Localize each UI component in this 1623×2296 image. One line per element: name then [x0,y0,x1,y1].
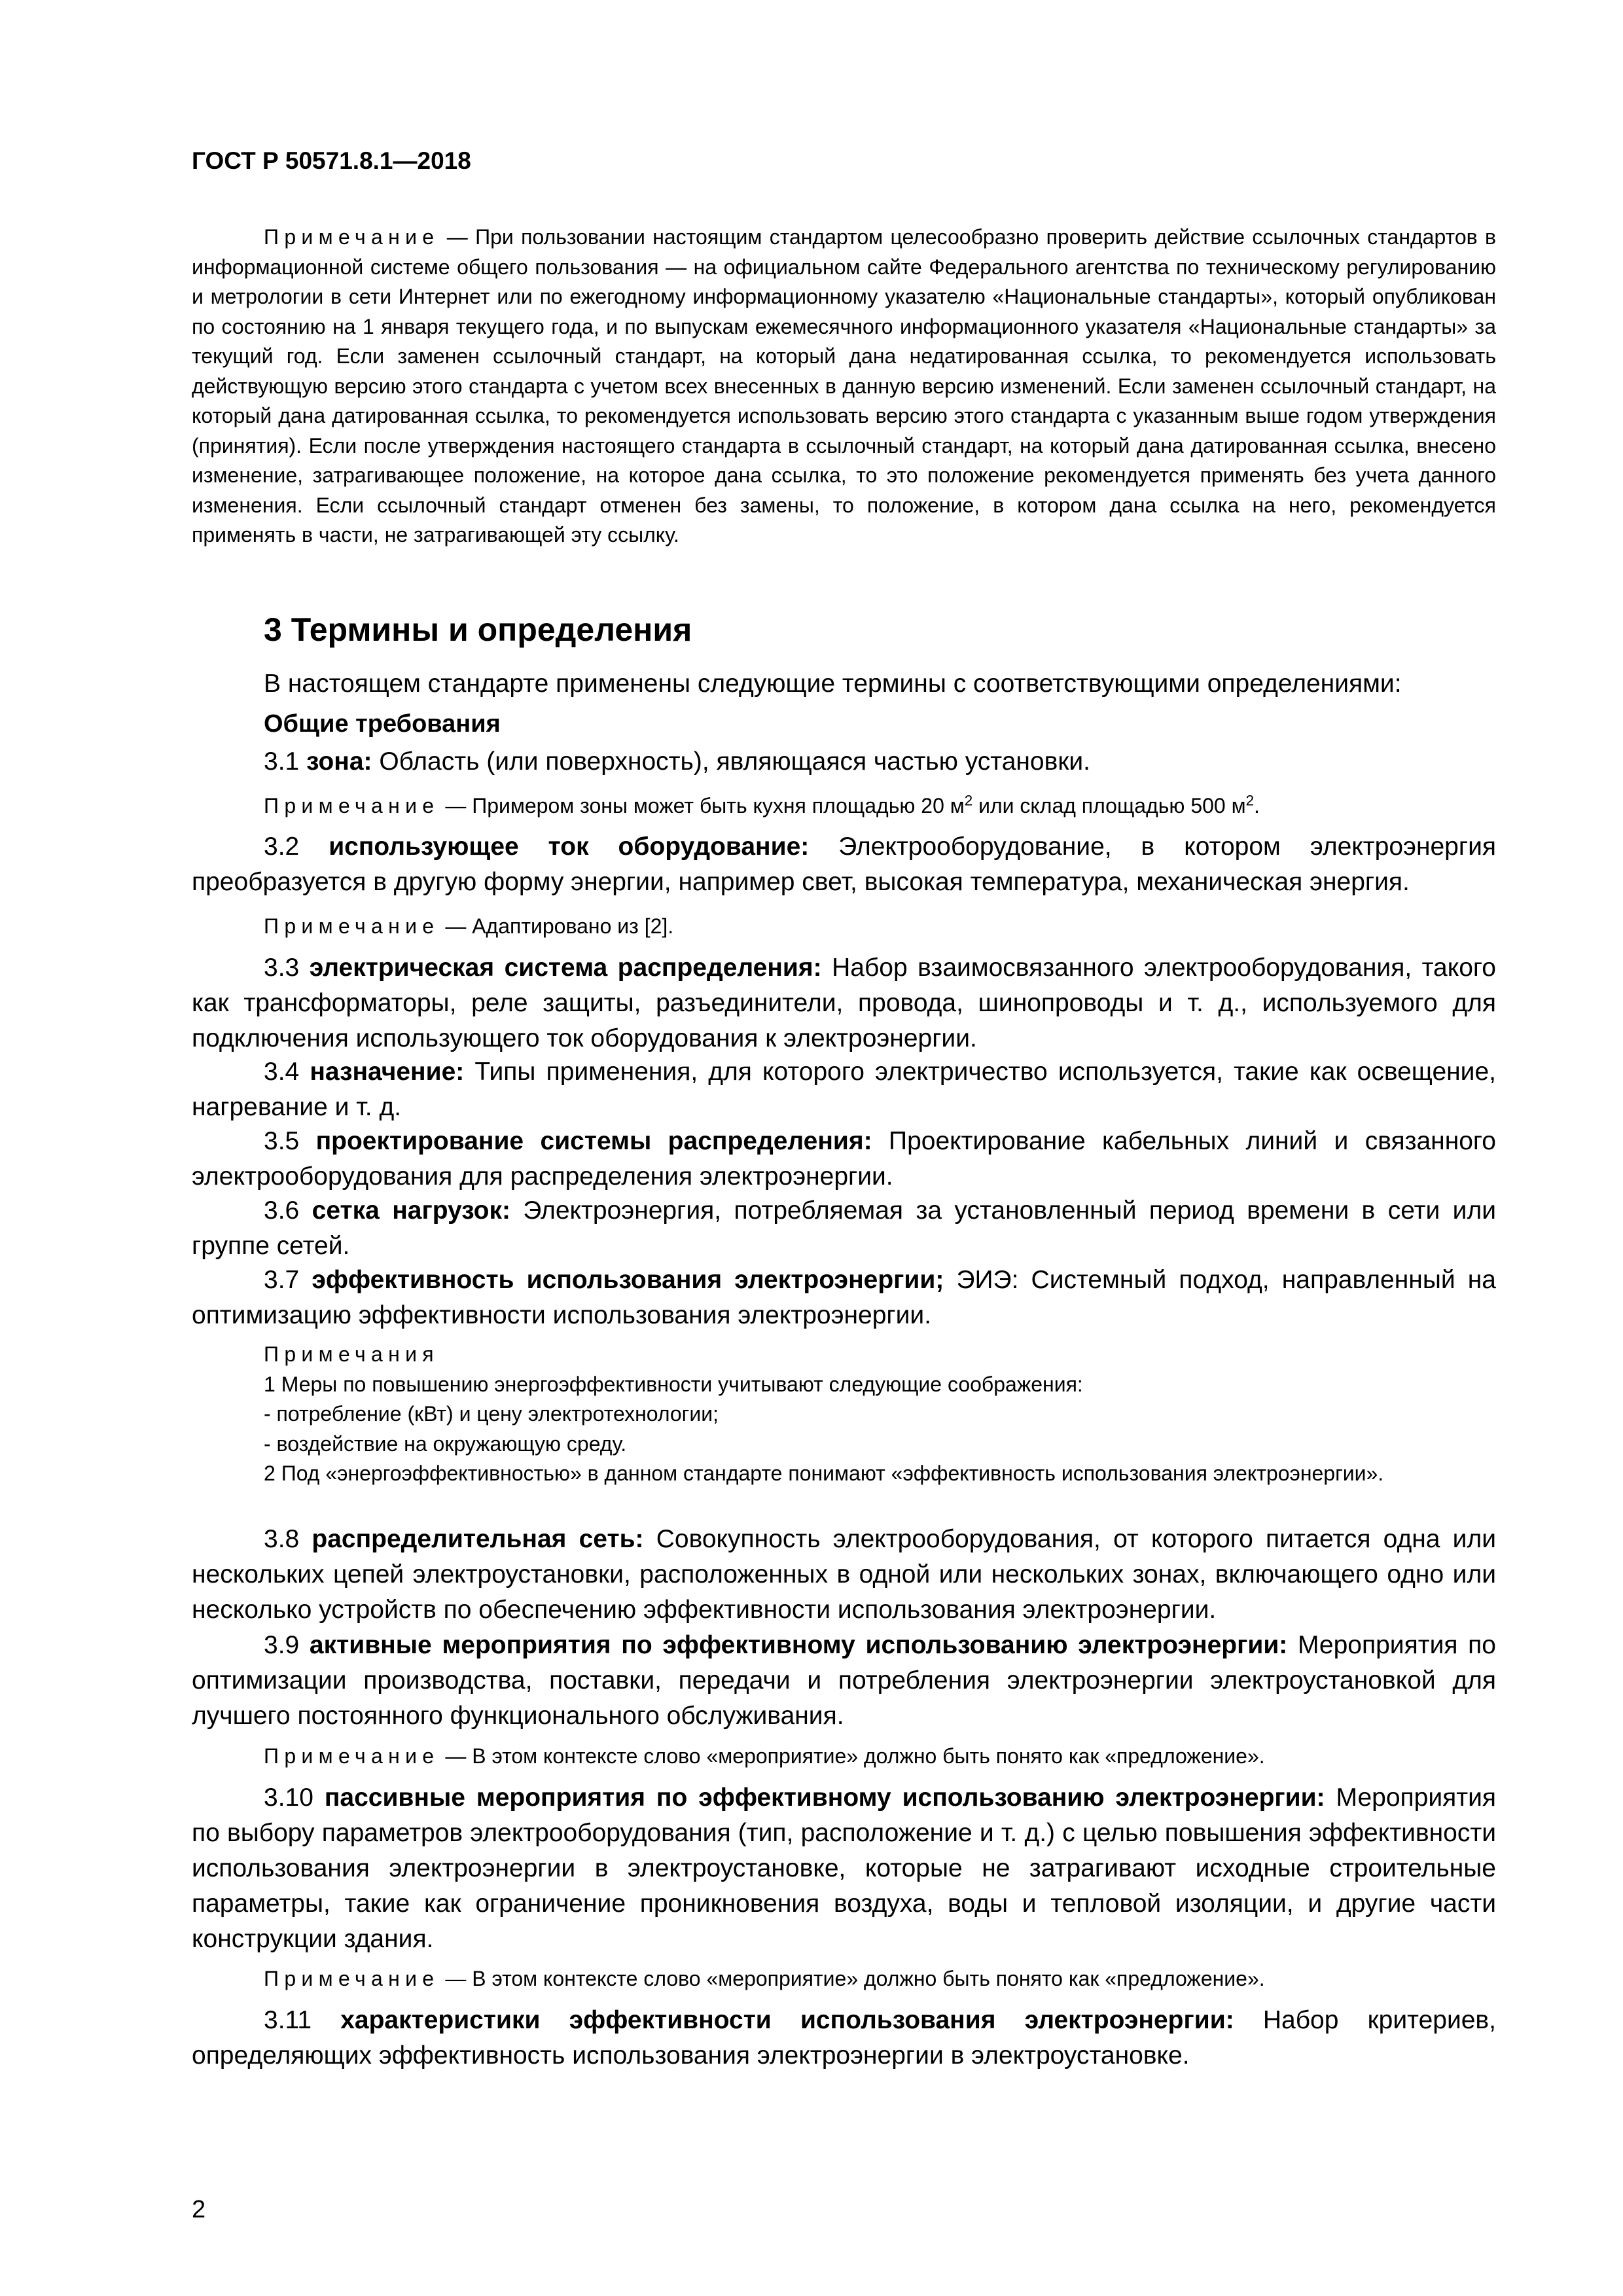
term-3-6 [192,1193,1496,1264]
document-header-id: ГОСТ Р 50571.8.1—2018 [192,147,471,174]
term-name: электрическая система распределения: [309,954,822,982]
term-name: характеристики эффективности использования электроэнергии: [340,2006,1234,2034]
subheading-general: Общие требования [264,710,501,738]
note-3-1 [192,788,1568,823]
term-number: 3.5 [264,1127,316,1155]
page-number: 2 [192,2196,206,2223]
section-intro: В настоящем стандарте применены следующие термины с соответствующими определениями: [264,670,1402,698]
note-label: Примечание [264,794,440,817]
term-definition: Мероприятия по выбору параметров электрооборудования (тип, расположение и т. д.) с целью повышения эффективности использования электроэнергии в электроустановке, которые не затрагивают исходные строительные параметры, такие как ограничение проникновения воздуха, воды и тепловой изоляции, и другие части конструкции здания. [192,1784,1496,1953]
term-name: эффективность использования электроэнергии; [312,1266,944,1294]
notes-3-7 [192,1340,1496,1489]
term-number: 3.2 [264,833,329,861]
term-number: 3.1 [264,747,307,776]
term-name: использующее ток оборудование: [329,833,810,861]
term-3-4 [192,1054,1496,1125]
note-3-9 [192,1738,1568,1774]
note-text: — В этом контексте слово «мероприятие» должно быть понято как «предложение». [439,1744,1265,1768]
term-3-7 [192,1263,1496,1333]
superscript: 2 [964,792,973,809]
section-title: 3 Термины и определения [264,611,692,648]
note-3-2 [192,908,1568,944]
note-3-10 [192,1961,1568,1996]
note-line: - потребление (кВт) и цену электротехнологии; [264,1402,719,1426]
note-line: 2 Под «энергоэффективностью» в данном стандарте понимают «эффективность использования электроэнергии». [264,1462,1384,1485]
term-definition: Мероприятия по оптимизации производства, поставки, передачи и потребления электроэнергии электроустановкой для лучшего постоянного функционального обслуживания. [192,1631,1496,1730]
note-label: Примечание [264,1967,440,1990]
note-line: 1 Меры по повышению энергоэффективности учитывают следующие соображения: [264,1372,1083,1396]
term-definition: Электроэнергия, потребляемая за установленный период времени в сети или группе сетей. [192,1196,1496,1260]
term-definition: Область (или поверхность), являющаяся частью установки. [372,747,1091,776]
note-label: Примечание [264,914,440,938]
note-line: - воздействие на окружающую среду. [264,1431,627,1456]
note-text: — При пользовании настоящим стандартом целесообразно проверить действие ссылочных стандартов в информационной системе общего пользования — на официальном сайте Федерального агентства по техническому регулированию и метрологии в сети Интернет или по ежегодному информационному указателю «Национальные стандарты», который опубликован по состоянию на 1 января текущего года, и по выпускам ежемесячного информационного указателя «Национальные стандарты» за текущий год. Если заменен ссылочный стандарт, на который дана недатированная ссылка, то рекомендуется использовать действующую версию этого стандарта с учетом всех внесенных в данную версию изменений. Если заменен ссылочный стандарт, на который дана датированная ссылка, то рекомендуется использовать версию этого стандарта с указанным выше годом утверждения (принятия). Если после утверждения настоящего стандарта в ссылочный стандарт, на который дана датированная ссылка, внесено изменение, затрагивающее положение, на которое дана ссылка, то это положение рекомендуется применять без учета данного изменения. Если ссылочный стандарт отменен без замены, то положение, в котором дана ссылка на него, рекомендуется применять в части, не затрагивающей эту ссылку. [192,225,1496,547]
intro-note [192,223,1496,550]
term-3-9 [192,1628,1496,1734]
term-3-5 [192,1124,1496,1194]
term-number: 3.11 [264,2006,341,2034]
term-name: пассивные мероприятия по эффективному использованию электроэнергии: [324,1784,1325,1812]
term-number: 3.6 [264,1196,312,1225]
note-text: — В этом контексте слово «мероприятие» должно быть понято как «предложение». [439,1967,1265,1990]
note-text: . [1254,794,1260,817]
term-3-11 [192,2003,1496,2073]
term-3-2 [192,829,1496,900]
term-number: 3.3 [264,954,310,982]
term-definition: Набор взаимосвязанного электрооборудования, такого как трансформаторы, реле защиты, разъединители, провода, шинопроводы и т. д., используемого для подключения использующего ток оборудования к электроэнергии. [192,954,1496,1052]
term-3-8 [192,1522,1496,1628]
note-text: — Примером зоны может быть кухня площадью 20 м [439,794,965,817]
term-3-10 [192,1780,1496,1957]
term-definition: Электрооборудование, в котором электроэнергия преобразуется в другую форму энергии, например свет, высокая температура, механическая энергия. [192,833,1497,896]
term-name: активные мероприятия по эффективному использованию электроэнергии: [309,1631,1288,1659]
term-number: 3.9 [264,1631,310,1659]
term-definition: Совокупность электрооборудования, от которого питается одна или нескольких цепей электроустановки, расположенных в одной или нескольких зонах, включающего одно или несколько устройств по обеспечению эффективности использования электроэнергии. [192,1525,1496,1624]
term-3-3 [192,950,1496,1056]
term-definition: Проектирование кабельных линий и связанного электрооборудования для распределения электроэнергии. [192,1127,1496,1191]
term-definition: ЭИЭ: Системный подход, направленный на оптимизацию эффективности использования электроэнергии. [192,1266,1497,1329]
term-3-1 [192,744,1568,780]
term-name: проектирование системы распределения: [315,1127,872,1155]
term-number: 3.8 [264,1525,312,1553]
note-label: Примечание [264,225,440,249]
term-number: 3.4 [264,1058,310,1086]
term-name: назначение: [310,1058,465,1086]
term-definition: Типы применения, для которого электричество используется, такие как освещение, нагревание и т. д. [192,1058,1496,1121]
term-name: распределительная сеть: [312,1525,644,1553]
note-label: Примечание [264,1744,440,1768]
note-text: или склад площадью 500 м [972,794,1246,817]
note-text: — Адаптировано из [2]. [439,914,674,938]
term-name: зона: [306,747,372,776]
term-name: сетка нагрузок: [312,1196,510,1225]
term-number: 3.7 [264,1266,312,1294]
term-number: 3.10 [264,1784,325,1812]
term-definition: Набор критериев, определяющих эффективность использования электроэнергии в электроустановке. [192,2006,1496,2070]
superscript: 2 [1245,792,1255,809]
notes-label: Примечания [264,1342,439,1366]
